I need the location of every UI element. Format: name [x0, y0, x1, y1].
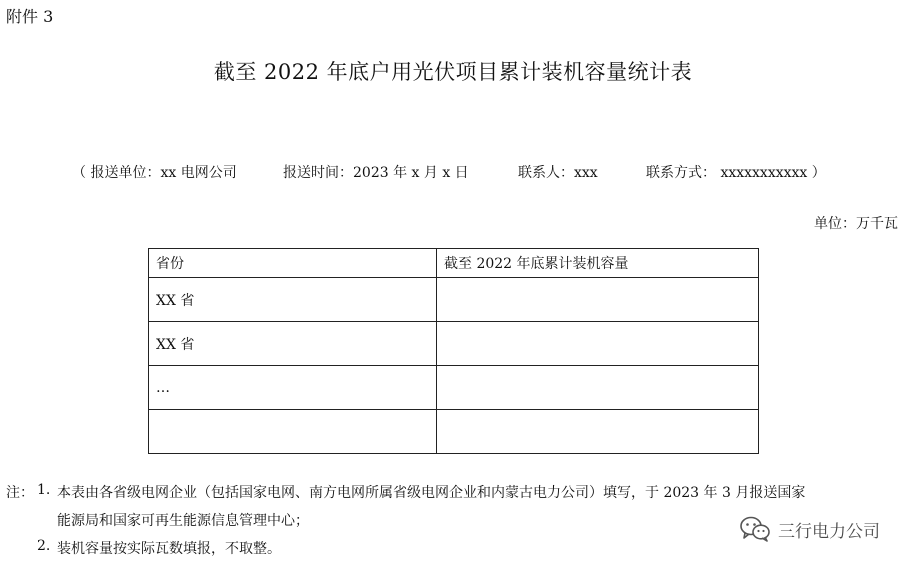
document-title: 截至 2022 年底户用光伏项目累计装机容量统计表 — [213, 60, 693, 84]
attachment-label: 附件 3 — [6, 7, 54, 26]
capacity-cell — [437, 322, 759, 366]
province-cell: … — [149, 366, 437, 410]
wechat-icon — [740, 516, 770, 542]
notes-prefix: 注： — [6, 485, 34, 501]
table-row — [149, 278, 759, 322]
watermark-text: 三行电力公司 — [778, 521, 880, 542]
capacity-cell — [437, 278, 759, 322]
reporting-unit: （ 报送单位：xx 电网公司 — [72, 165, 237, 181]
watermark — [740, 516, 880, 542]
note-2-text: 装机容量按实际瓦数填报，不取整。 — [57, 541, 281, 557]
province-cell: XX 省 — [149, 278, 437, 322]
table-row — [149, 322, 759, 366]
note-1-line-2: 能源局和国家可再生能源信息管理中心； — [57, 513, 309, 529]
table-header-row — [149, 249, 759, 278]
contact-person: 联系人：xxx — [518, 165, 598, 181]
capacity-cell — [437, 410, 759, 454]
header-province: 省份 — [149, 249, 437, 278]
capacity-table — [148, 248, 759, 454]
note-2-number: 2. — [37, 538, 51, 554]
capacity-cell — [437, 366, 759, 410]
reporting-time: 报送时间：2023 年 x 月 x 日 — [283, 165, 469, 181]
note-1-number: 1. — [37, 482, 51, 498]
province-cell — [149, 410, 437, 454]
contact-method: 联系方式： xxxxxxxxxxx ） — [646, 165, 826, 181]
table-row — [149, 410, 759, 454]
header-capacity: 截至 2022 年底累计装机容量 — [437, 249, 759, 278]
province-cell: XX 省 — [149, 322, 437, 366]
unit-label: 单位：万千瓦 — [814, 216, 898, 232]
note-1-line-1: 本表由各省级电网企业（包括国家电网、南方电网所属省级电网企业和内蒙古电力公司）填写，于 2023 年 3 月报送国家 — [57, 485, 806, 501]
table-row — [149, 366, 759, 410]
